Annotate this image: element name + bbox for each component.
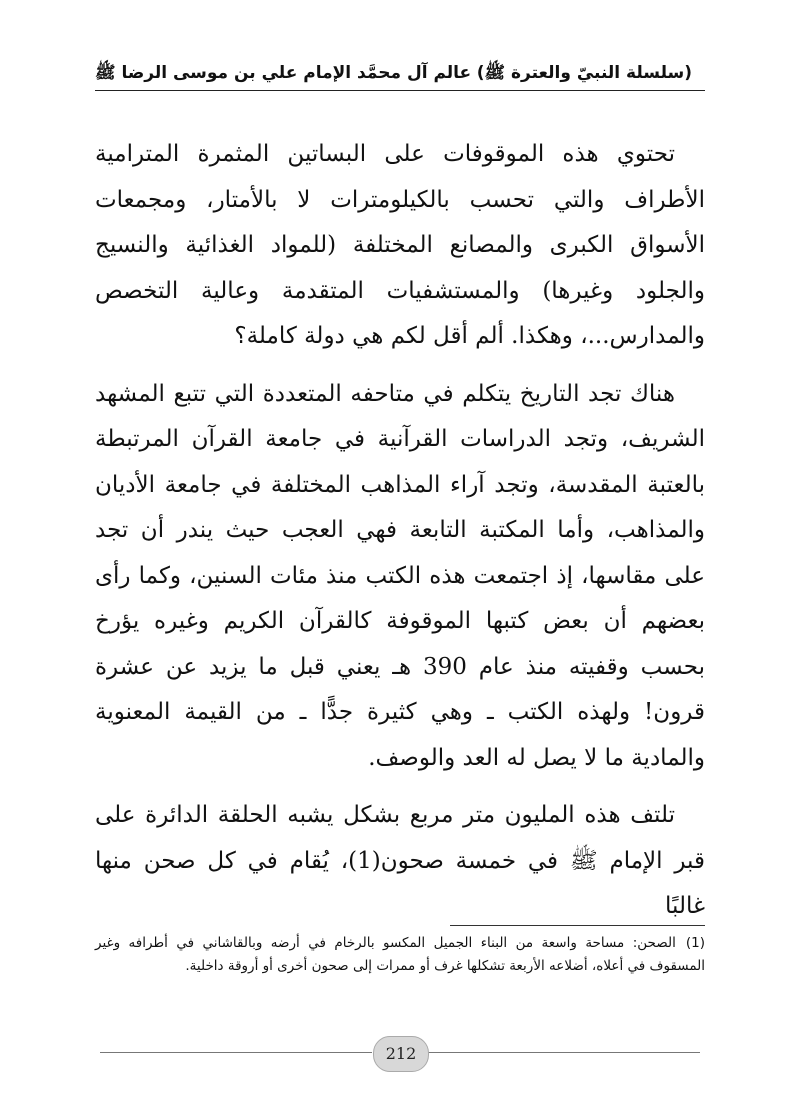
page-rule-left <box>100 1052 372 1053</box>
header-rule <box>95 90 705 91</box>
running-header <box>0 52 800 92</box>
book-title: عالم آل محمَّد الإمام علي بن موسى الرضا ﷺ <box>95 63 472 83</box>
footnote <box>95 932 705 978</box>
paragraph-2: هناك تجد التاريخ يتكلم في متاحفه المتعددة التي تتبع المشهد الشريف، وتجد الدراسات القرآنية في جامعة القرآن المرتبطة بالعتبة المقدسة، وتجد آراء المذاهب المختلفة في جامعة الأديان والمذاهب، وأما المكتبة التابعة فهي العجب حيث يندر أن تجد على مقاسها، إذ اجتمعت هذه الكتب منذ مئات السنين، وكما رأى بعضهم أن بعض كتبها الموقوفة كالقرآن الكريم وغيره يؤرخ بحسب وقفيته منذ عام 390 هـ يعني قبل ما يزيد عن عشرة قرون! ولهذه الكتب ـ وهي كثيرة جدًّا ـ من القيمة المعنوية والمادية ما لا يصل له العد والوصف. <box>95 380 705 771</box>
paragraph-1: تحتوي هذه الموقوفات على البساتين المثمرة المترامية الأطراف والتي تحسب بالكيلومترات لا بالأمتار، ومجمعات الأسواق الكبرى والمصانع المختلفة (للمواد الغذائية والنسيج والجلود وغيرها) والمستشفيات المتقدمة وعالية التخصص والمدارس...، وهكذا. ألم أقل لكم هي دولة كاملة؟ <box>95 141 705 349</box>
footnote-text: الصحن: مساحة واسعة من البناء الجميل المكسو بالرخام في أرضه وبالقاشاني في أطرافه وغير المسقوف في أعلاه، أضلاعه الأربعة تشكلها غرف أو ممرات إلى صحون أخرى أو أروقة داخلية. <box>95 935 705 974</box>
body-text <box>95 132 705 942</box>
paragraph-3: تلتف هذه المليون متر مربع بشكل يشبه الحلقة الدائرة على قبر الإمام ﷺ في خمسة صحون(1)، يُقام في كل صحن منها غالبًا <box>95 802 705 919</box>
series-title: (سلسلة النبيّ والعترة ﷺ) <box>476 63 692 83</box>
page-number: 212 <box>373 1036 429 1072</box>
page-rule-right <box>428 1052 700 1053</box>
footnote-rule <box>450 925 705 926</box>
footnote-number: (1) <box>685 935 705 951</box>
